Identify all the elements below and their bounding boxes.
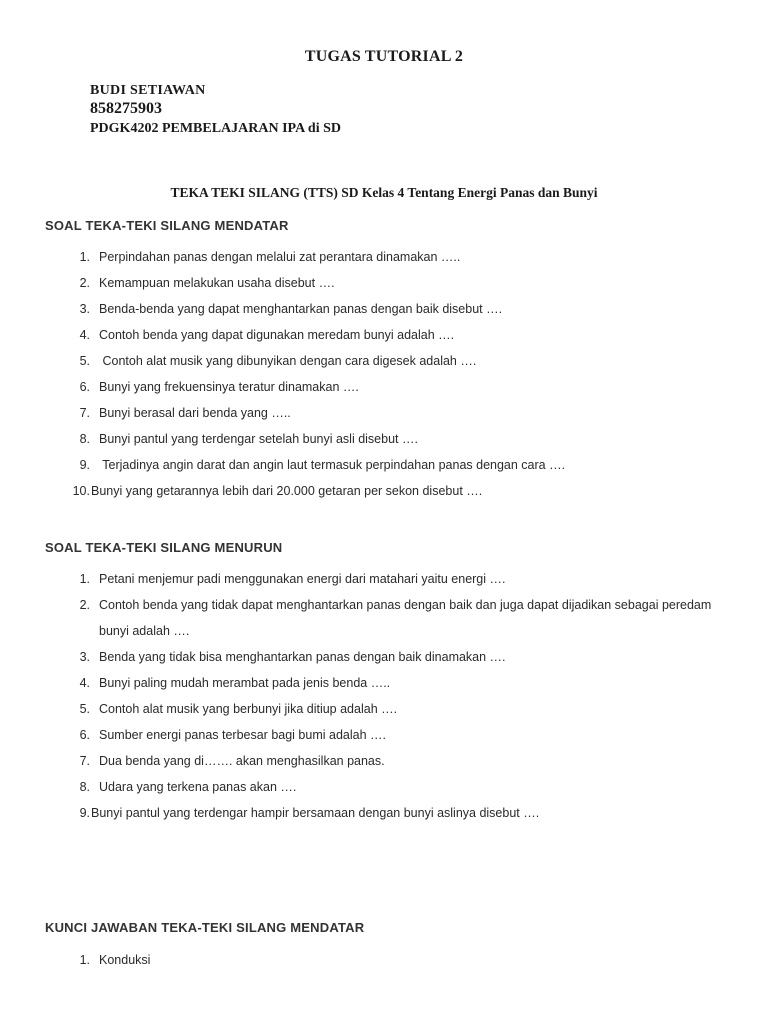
item-text: Contoh alat musik yang dibunyikan dengan cara digesek adalah ….: [99, 354, 477, 368]
list-item: [62, 400, 742, 426]
list-item: [62, 478, 742, 504]
list-mendatar: [62, 244, 742, 504]
item-number: 9.: [79, 806, 90, 820]
list-item: [62, 670, 742, 696]
item-number: 1.: [79, 953, 90, 967]
item-text: Bunyi berasal dari benda yang …..: [99, 406, 291, 420]
list-item: [62, 566, 742, 592]
list-item: [62, 348, 742, 374]
list-menurun: [62, 566, 742, 826]
list-item: [62, 696, 742, 722]
item-text: Benda-benda yang dapat menghantarkan panas dengan baik disebut ….: [99, 302, 503, 316]
item-number: 8.: [79, 432, 90, 446]
item-text: bunyi adalah ….: [99, 624, 190, 638]
student-name: BUDI SETIAWAN: [90, 83, 206, 98]
item-number: 10.: [72, 484, 90, 498]
list-item: [62, 947, 742, 973]
item-text: Terjadinya angin darat dan angin laut termasuk perpindahan panas dengan cara ….: [99, 458, 566, 472]
item-text: Contoh alat musik yang berbunyi jika ditiup adalah ….: [99, 702, 398, 716]
student-id: 858275903: [90, 100, 162, 117]
item-text: Bunyi pantul yang terdengar hampir bersamaan dengan bunyi aslinya disebut ….: [91, 806, 540, 820]
item-number: 1.: [79, 572, 90, 586]
item-text: Benda yang tidak bisa menghantarkan panas dengan baik dinamakan ….: [99, 650, 506, 664]
item-number: 2.: [79, 276, 90, 290]
item-text: Bunyi yang getarannya lebih dari 20.000 getaran per sekon disebut ….: [91, 484, 483, 498]
item-number: 2.: [79, 598, 90, 612]
list-item: [62, 296, 742, 322]
item-number: [62, 618, 90, 644]
list-item: [62, 244, 742, 270]
item-text: Dua benda yang di……. akan menghasilkan panas.: [99, 754, 385, 768]
item-number: 5.: [79, 702, 90, 716]
item-number: 3.: [79, 650, 90, 664]
item-number: 8.: [79, 780, 90, 794]
item-text: Perpindahan panas dengan melalui zat perantara dinamakan …..: [99, 250, 461, 264]
heading-kunci-jawaban: KUNCI JAWABAN TEKA-TEKI SILANG MENDATAR: [45, 920, 365, 935]
item-text: Bunyi pantul yang terdengar setelah bunyi asli disebut ….: [99, 432, 418, 446]
list-item-continuation: [62, 618, 742, 644]
item-number: 7.: [79, 406, 90, 420]
list-item: [62, 322, 742, 348]
heading-menurun: SOAL TEKA-TEKI SILANG MENURUN: [45, 540, 283, 555]
item-number: 9.: [79, 458, 90, 472]
item-text: Bunyi yang frekuensinya teratur dinamakan ….: [99, 380, 359, 394]
item-number: 3.: [79, 302, 90, 316]
document-subtitle: TEKA TEKI SILANG (TTS) SD Kelas 4 Tentang Energi Panas dan Bunyi: [170, 185, 598, 200]
item-text: Contoh benda yang dapat digunakan meredam bunyi adalah ….: [99, 328, 455, 342]
item-number: 4.: [79, 676, 90, 690]
document-title: TUGAS TUTORIAL 2: [304, 48, 464, 65]
list-item: [62, 426, 742, 452]
course-name: PDGK4202 PEMBELAJARAN IPA di SD: [90, 121, 341, 136]
item-number: 5.: [79, 354, 90, 368]
list-item: [62, 748, 742, 774]
list-kunci-jawaban: [62, 947, 742, 973]
item-text: Contoh benda yang tidak dapat menghantarkan panas dengan baik dan juga dapat dijadikan sebagai peredam: [99, 598, 712, 612]
list-item: [62, 644, 742, 670]
item-number: 7.: [79, 754, 90, 768]
heading-mendatar: SOAL TEKA-TEKI SILANG MENDATAR: [45, 218, 289, 233]
item-text: Kemampuan melakukan usaha disebut ….: [99, 276, 335, 290]
list-item: [62, 592, 742, 618]
item-number: 6.: [79, 728, 90, 742]
list-item: [62, 270, 742, 296]
item-text: Udara yang terkena panas akan ….: [99, 780, 297, 794]
item-number: 4.: [79, 328, 90, 342]
list-item: [62, 452, 742, 478]
list-item: [62, 774, 742, 800]
item-number: 1.: [79, 250, 90, 264]
item-text: Petani menjemur padi menggunakan energi dari matahari yaitu energi ….: [99, 572, 506, 586]
item-text: Sumber energi panas terbesar bagi bumi adalah ….: [99, 728, 386, 742]
list-item: [62, 374, 742, 400]
item-text: Konduksi: [99, 953, 151, 967]
list-item: [62, 722, 742, 748]
list-item: [62, 800, 742, 826]
item-number: 6.: [79, 380, 90, 394]
item-text: Bunyi paling mudah merambat pada jenis benda …..: [99, 676, 391, 690]
